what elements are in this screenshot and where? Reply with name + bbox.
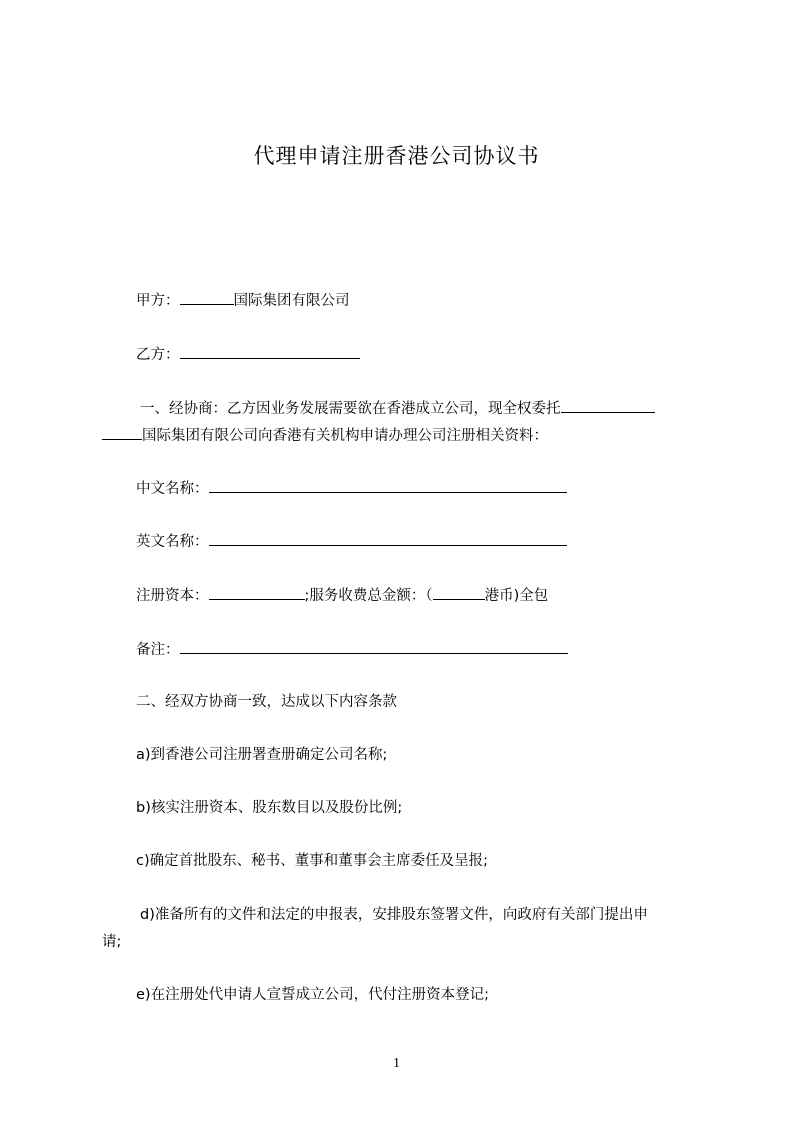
english-name-label: 英文名称： [136,534,209,550]
party-a-label: 甲方： [136,293,180,309]
chinese-name-blank [209,478,567,493]
page-number: 1 [393,1056,400,1071]
chinese-name-label: 中文名称： [136,481,209,497]
fee-currency: 港币)全包 [484,588,549,604]
remark-blank [180,639,568,654]
party-a-blank [180,290,234,305]
capital-label: 注册资本： [136,588,209,604]
fee-label: ;服务收费总金额：（ [304,588,433,604]
capital-blank [209,585,305,600]
list-item-a: a)到香港公司注册署查册确定公司名称; [136,747,388,763]
list-item-b: b)核实注册资本、股东数目以及股份比例; [136,800,403,816]
clause1-line2 [102,425,548,446]
fee-blank [433,585,485,600]
clause2-heading: 二、经双方协商一致，达成以下内容条款 [136,694,397,710]
english-name-blank [209,531,567,546]
list-item-d-continued: 请; [102,934,122,950]
list-item-c: c)确定首批股东、秘书、董事和董事会主席委任及呈报; [136,853,489,869]
remark-line [136,639,568,660]
party-a-value: 国际集团有限公司 [233,293,350,309]
party-b-blank [180,344,360,359]
capital-line [136,585,548,606]
party-a-line [136,290,350,311]
chinese-name-line [136,478,567,499]
clause1-blank1 [561,398,655,413]
clause1-text2: 国际集团有限公司向香港有关机构申请办理公司注册相关资料： [142,428,548,444]
clause1-text1: 一、经协商：乙方因业务发展需要欲在香港成立公司，现全权委托 [140,401,561,417]
party-b-line [136,344,360,365]
clause1-line1 [140,398,655,419]
document-title: 代理申请注册香港公司协议书 [253,144,540,168]
english-name-line [136,531,567,552]
list-item-e: e)在注册处代申请人宣誓成立公司，代付注册资本登记; [136,987,489,1003]
remark-label: 备注： [136,642,180,658]
party-b-label: 乙方： [136,347,180,363]
clause1-blank2 [102,425,142,440]
list-item-d: d)准备所有的文件和法定的申报表，安排股东签署文件，向政府有关部门提出申 [140,907,648,923]
